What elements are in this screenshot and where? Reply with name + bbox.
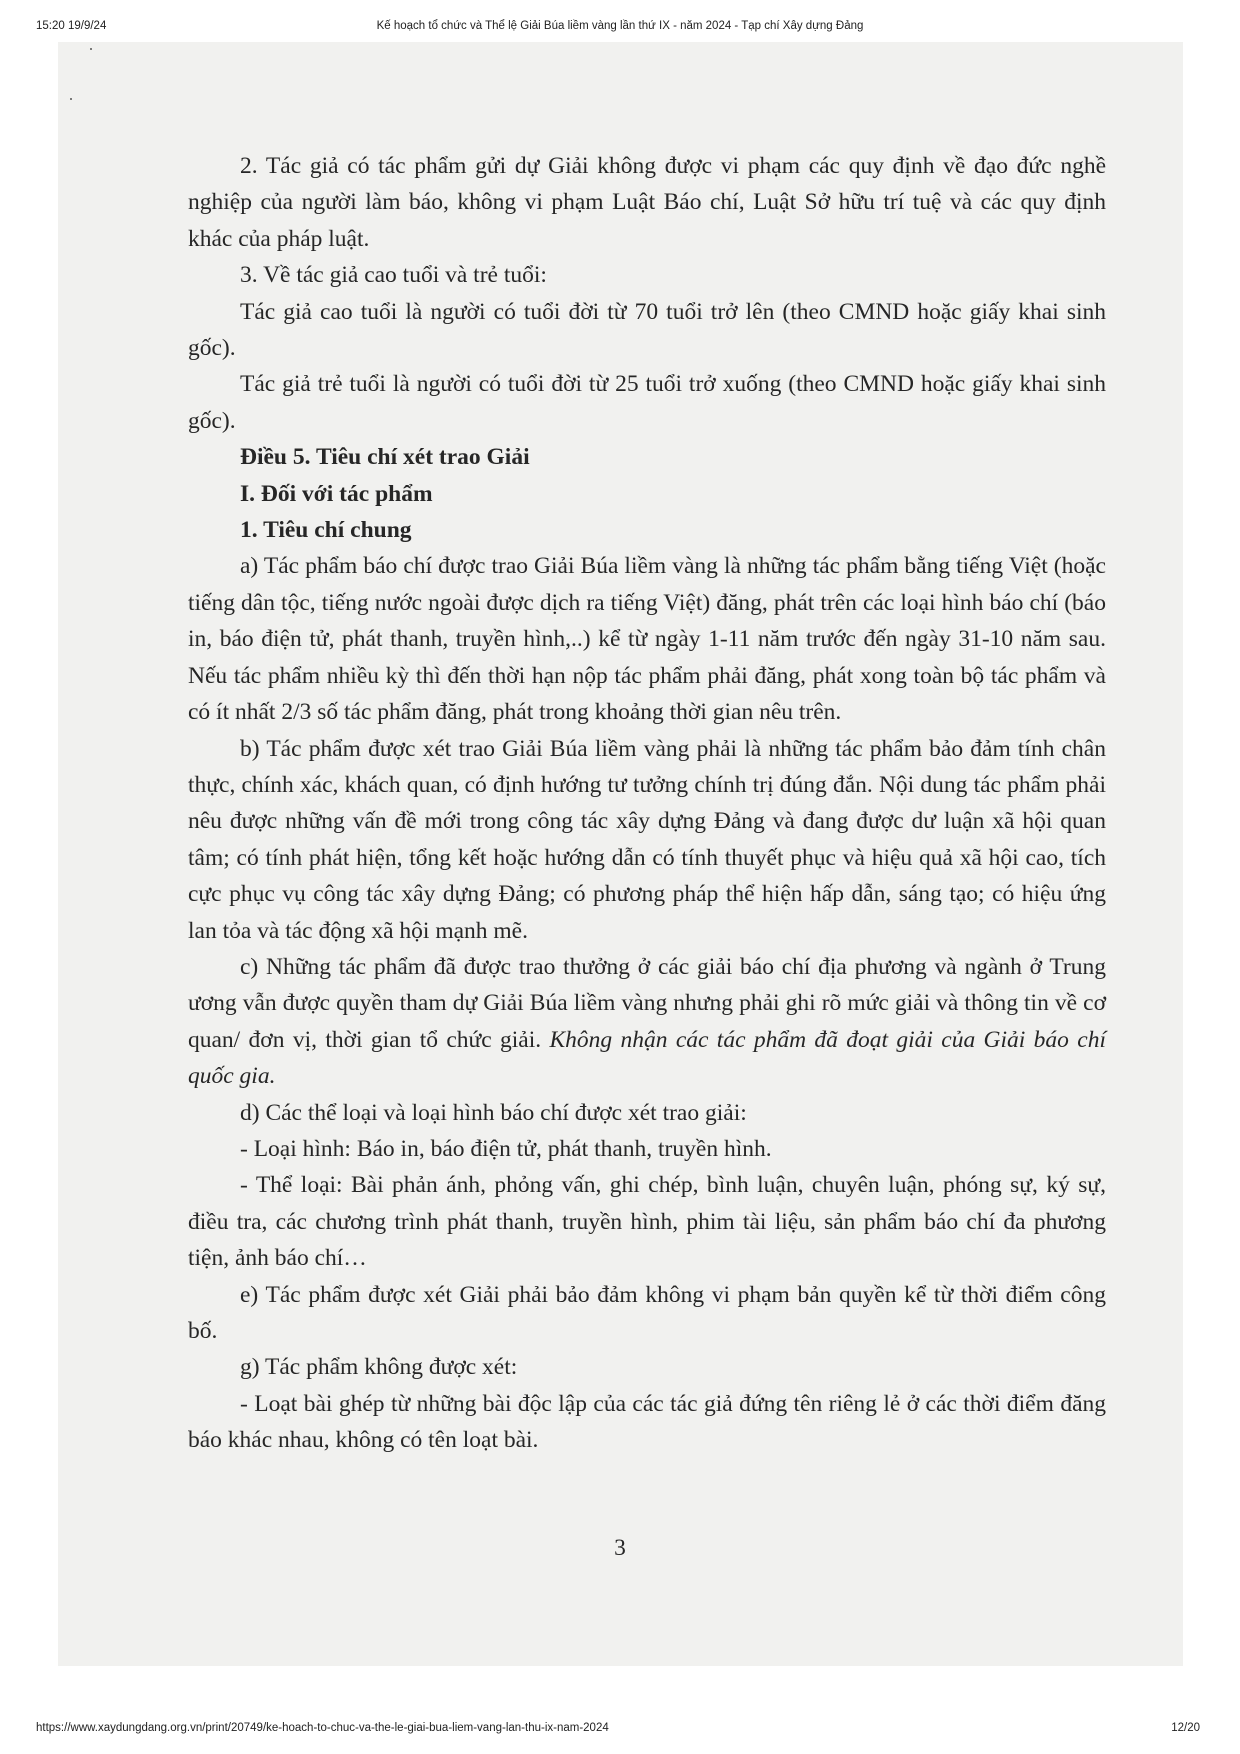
- criteria-c-text: c) Những tác phẩm đã được trao thưởng ở các giải báo chí địa phương và ngành ở Trung ương vẫn được quyền tham dự Giải Búa liềm vàng nhưng phải ghi rõ mức giải và thông tin về cơ quan/ đơn vị, thời gian tổ chức giải.: [188, 953, 1106, 1053]
- scan-speck: [90, 48, 92, 50]
- paragraph-media-types: - Loại hình: Báo in, báo điện tử, phát thanh, truyền hình.: [240, 1135, 772, 1162]
- paragraph-excluded-series: - Loạt bài ghép từ những bài độc lập của các tác giả đứng tên riêng lẻ ở các thời điểm đăng báo khác nhau, không có tên loạt bài.: [188, 1390, 1106, 1454]
- document-body: [188, 148, 1106, 1459]
- paragraph-genres: - Thể loại: Bài phản ánh, phỏng vấn, ghi chép, bình luận, chuyên luận, phóng sự, ký sự, điều tra, các chương trình phát thanh, truyền hình, phim tài liệu, sản phẩm báo chí đa phương tiện, ảnh báo chí…: [188, 1172, 1106, 1272]
- paragraph-criteria-c: [188, 949, 1106, 1095]
- page-number: 3: [614, 1535, 626, 1561]
- paragraph-criteria-a: a) Tác phẩm báo chí được trao Giải Búa liềm vàng là những tác phẩm bằng tiếng Việt (hoặc tiếng dân tộc, tiếng nước ngoài được dịch ra tiếng Việt) đăng, phát trên các loại hình báo chí (báo in, báo điện tử, phát thanh, truyền hình,..) kể từ ngày 1-11 năm trước đến ngày 31-10 năm sau. Nếu tác phẩm nhiều kỳ thì đến thời hạn nộp tác phẩm phải đăng, phát xong toàn bộ tác phẩm và có ít nhất 2/3 số tác phẩm đăng, phát trong khoảng thời gian nêu trên.: [188, 553, 1106, 726]
- paragraph-young-author: Tác giả trẻ tuổi là người có tuổi đời từ 25 tuổi trở xuống (theo CMND hoặc giấy khai sinh gốc).: [188, 371, 1106, 434]
- print-page-title: Kế hoạch tổ chức và Thể lệ Giải Búa liềm vàng lần thứ IX - năm 2024 - Tạp chí Xây dựng Đảng: [376, 20, 864, 32]
- general-criteria-heading: 1. Tiêu chí chung: [240, 517, 412, 544]
- paragraph-criteria-e: e) Tác phẩm được xét Giải phải bảo đảm không vi phạm bản quyền kể từ thời điểm công bố.: [188, 1281, 1106, 1344]
- paragraph-criteria-d: d) Các thể loại và loại hình báo chí được xét trao giải:: [240, 1099, 747, 1126]
- criteria-c-italic-note: Không nhận các tác phẩm đã đoạt giải của Giải báo chí quốc gia.: [188, 1026, 1106, 1090]
- print-footer: [0, 1722, 1240, 1746]
- print-url: https://www.xaydungdang.org.vn/print/20749/ke-hoach-to-chuc-va-the-le-giai-bua-liem-vang-lan-thu-ix-nam-2024: [36, 1722, 609, 1734]
- paragraph-author-rules: 2. Tác giả có tác phẩm gửi dự Giải không được vi phạm các quy định về đạo đức nghề nghiệp của người làm báo, không vi phạm Luật Báo chí, Luật Sở hữu trí tuệ và các quy định khác của pháp luật.: [188, 153, 1106, 252]
- paragraph-criteria-g: g) Tác phẩm không được xét:: [240, 1354, 518, 1381]
- scan-speck: [70, 98, 72, 100]
- article-5-heading: Điều 5. Tiêu chí xét trao Giải: [240, 444, 530, 471]
- paragraph-criteria-b: b) Tác phẩm được xét trao Giải Búa liềm vàng phải là những tác phẩm bảo đảm tính chân thực, chính xác, khách quan, có định hướng tư tưởng chính trị đúng đắn. Nội dung tác phẩm phải nêu được những vấn đề mới trong công tác xây dựng Đảng và đang được dư luận xã hội quan tâm; có tính phát hiện, tổng kết hoặc hướng dẫn có tính thuyết phục và hiệu quả xã hội cao, tích cực phục vụ công tác xây dựng Đảng; có phương pháp thể hiện hấp dẫn, sáng tạo; có hiệu ứng lan tỏa và tác động xã hội mạnh mẽ.: [188, 735, 1106, 944]
- section-works-heading: I. Đối với tác phẩm: [240, 480, 433, 507]
- print-header: [0, 20, 1240, 44]
- print-page-count: 12/20: [1171, 1722, 1200, 1734]
- print-datetime: 15:20 19/9/24: [36, 20, 107, 32]
- paragraph-senior-author: Tác giả cao tuổi là người có tuổi đời từ 70 tuổi trở lên (theo CMND hoặc giấy khai sinh gốc).: [188, 298, 1106, 362]
- paragraph-age-heading: 3. Về tác giả cao tuổi và trẻ tuổi:: [240, 262, 547, 289]
